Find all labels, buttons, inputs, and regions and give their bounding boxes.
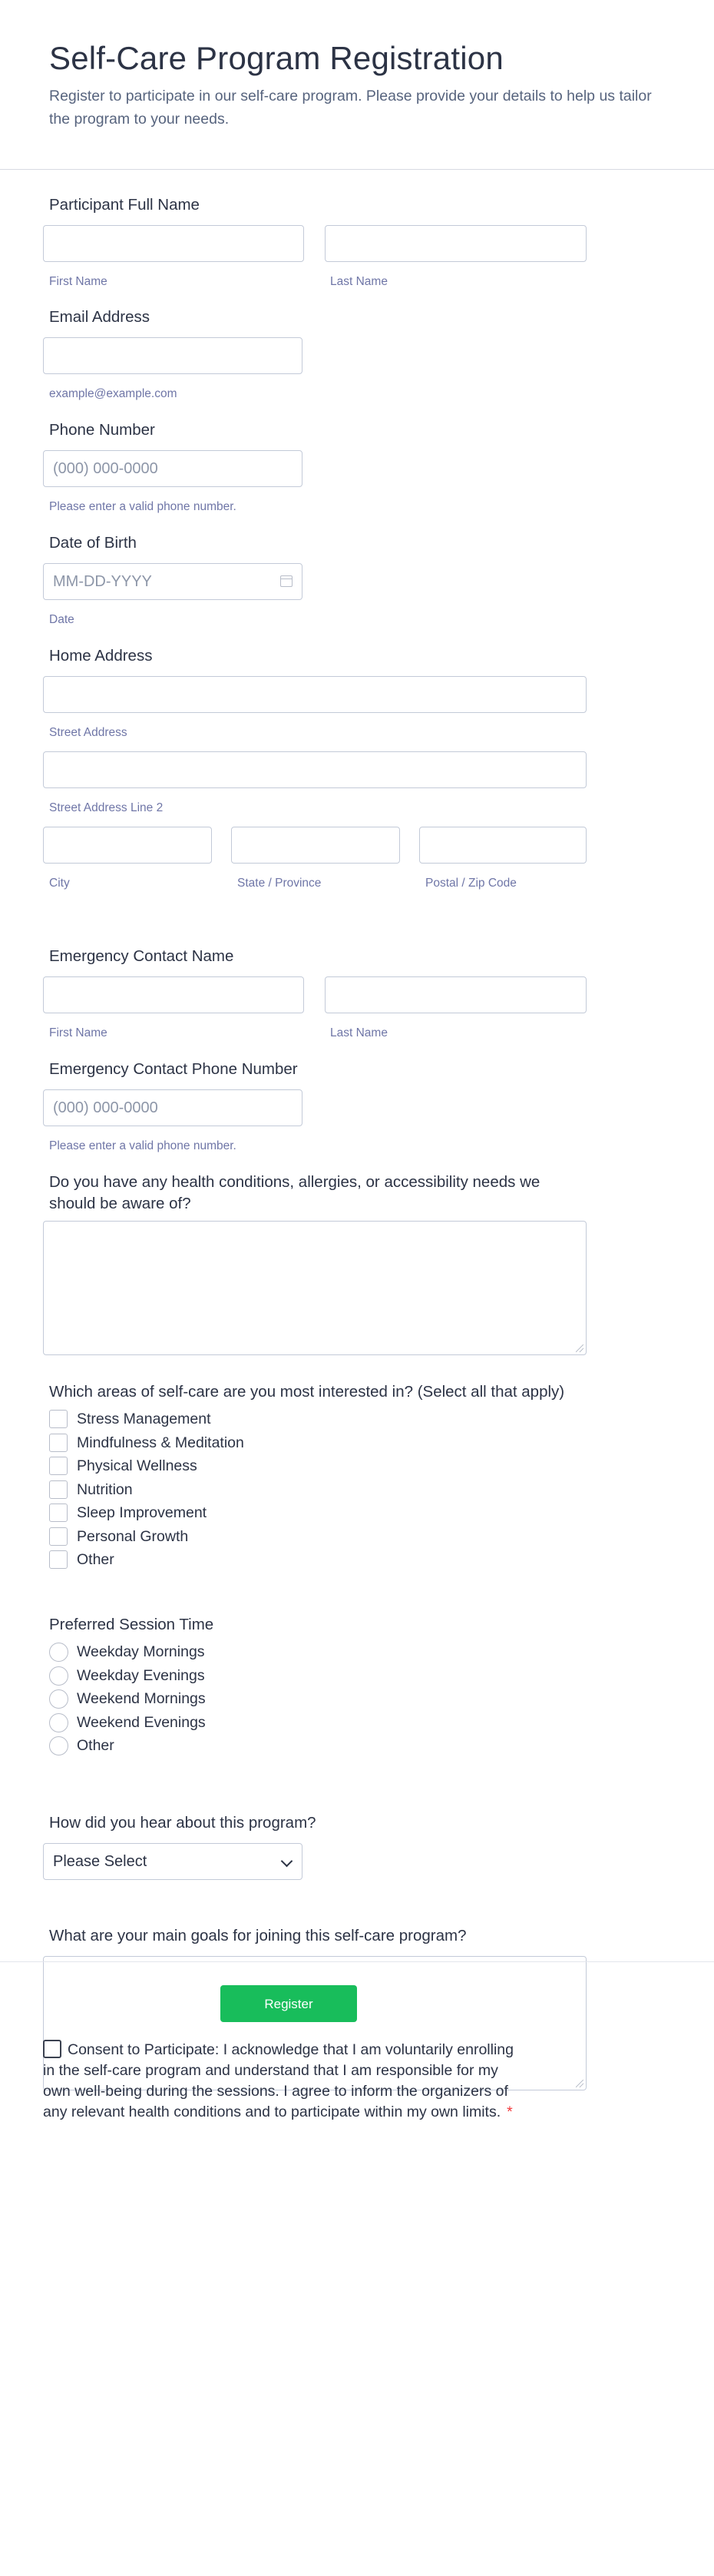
interest-checkbox[interactable] bbox=[49, 1550, 68, 1569]
emergency-first-name-input[interactable] bbox=[43, 976, 304, 1013]
referral-field bbox=[49, 1812, 673, 1889]
consent-field bbox=[43, 2040, 519, 2123]
interest-option-label: Sleep Improvement bbox=[77, 1504, 207, 1521]
session-time-radio[interactable] bbox=[49, 1736, 68, 1755]
street2-sublabel: Street Address Line 2 bbox=[49, 801, 164, 814]
email-label: Email Address bbox=[49, 308, 150, 326]
consent-text: Consent to Participate: I acknowledge that I am voluntarily enrolling in the self-care program and understand that I am responsible for my own well-being during the sessions. I agree to inform the organizers of any relevant health conditions and to participate within my own limits. bbox=[43, 2041, 514, 2120]
full-name-label: Participant Full Name bbox=[49, 196, 200, 214]
interest-option-label: Personal Growth bbox=[77, 1527, 189, 1545]
emergency-name-field bbox=[49, 946, 673, 1039]
emergency-phone-input[interactable]: (000) 000-0000 bbox=[43, 1089, 302, 1126]
dob-placeholder: MM-DD-YYYY bbox=[53, 573, 152, 590]
interests-label: Which areas of self-care are you most interested in? (Select all that apply) bbox=[49, 1383, 565, 1401]
session-time-option-label: Weekend Evenings bbox=[77, 1713, 206, 1731]
last-name-input[interactable] bbox=[325, 225, 587, 262]
interest-option-label: Nutrition bbox=[77, 1480, 133, 1498]
emergency-phone-field bbox=[49, 1059, 673, 1152]
first-name-sublabel: First Name bbox=[49, 275, 107, 288]
phone-field bbox=[49, 419, 673, 513]
interest-checkbox[interactable] bbox=[49, 1527, 68, 1546]
dob-sublabel: Date bbox=[49, 613, 74, 626]
emergency-phone-label: Emergency Contact Phone Number bbox=[49, 1060, 298, 1078]
street-sublabel: Street Address bbox=[49, 726, 127, 739]
state-input[interactable] bbox=[231, 827, 400, 864]
interest-option-label: Stress Management bbox=[77, 1411, 211, 1427]
last-name-sublabel: Last Name bbox=[330, 275, 388, 288]
resize-handle-icon[interactable] bbox=[576, 2080, 583, 2087]
session-time-radio[interactable] bbox=[49, 1666, 68, 1686]
interest-checkbox[interactable] bbox=[49, 1457, 68, 1475]
emergency-name-label: Emergency Contact Name bbox=[49, 947, 234, 965]
interest-checkbox[interactable] bbox=[49, 1480, 68, 1499]
phone-label: Phone Number bbox=[49, 421, 155, 439]
referral-selected-value: Please Select bbox=[53, 1853, 147, 1870]
goals-label: What are your main goals for joining this self-care program? bbox=[49, 1927, 467, 1944]
register-button[interactable]: Register bbox=[220, 1985, 357, 2022]
emergency-first-name-sublabel: First Name bbox=[49, 1026, 107, 1039]
city-sublabel: City bbox=[49, 877, 70, 890]
required-mark: * bbox=[507, 2104, 513, 2120]
page-title: Self-Care Program Registration bbox=[49, 40, 504, 76]
emergency-last-name-sublabel: Last Name bbox=[330, 1026, 388, 1039]
form-footer bbox=[0, 1961, 714, 2039]
session-time-radio[interactable] bbox=[49, 1643, 68, 1662]
email-field bbox=[49, 307, 673, 400]
health-label: Do you have any health conditions, allergies, or accessibility needs we should be aware of? bbox=[49, 1173, 540, 1212]
session-time-option-label: Weekend Mornings bbox=[77, 1690, 206, 1707]
interest-option-label: Mindfulness & Meditation bbox=[77, 1434, 244, 1451]
interest-checkbox[interactable] bbox=[49, 1503, 68, 1522]
interest-checkbox[interactable] bbox=[49, 1410, 68, 1428]
referral-label: How did you hear about this program? bbox=[49, 1814, 316, 1832]
address-label: Home Address bbox=[49, 647, 153, 665]
full-name-field bbox=[49, 194, 673, 288]
dob-label: Date of Birth bbox=[49, 534, 137, 552]
dob-input[interactable] bbox=[43, 563, 302, 600]
first-name-input[interactable] bbox=[43, 225, 304, 262]
session-time-field bbox=[49, 1614, 673, 1791]
page-description: Register to participate in our self-care program. Please provide your details to help us tailor the program to your needs. bbox=[49, 88, 652, 128]
session-time-option-label: Other bbox=[77, 1737, 114, 1754]
health-textarea[interactable] bbox=[43, 1221, 587, 1355]
address-field bbox=[49, 645, 673, 890]
phone-input[interactable]: (000) 000-0000 bbox=[43, 450, 302, 487]
health-field bbox=[49, 1172, 673, 1364]
emergency-last-name-input[interactable] bbox=[325, 976, 587, 1013]
zip-input[interactable] bbox=[419, 827, 587, 864]
chevron-down-icon bbox=[281, 1855, 293, 1868]
street-input[interactable] bbox=[43, 676, 587, 713]
email-input[interactable] bbox=[43, 337, 302, 374]
session-time-label: Preferred Session Time bbox=[49, 1616, 214, 1633]
street2-input[interactable] bbox=[43, 751, 587, 788]
interest-option-label: Other bbox=[77, 1551, 114, 1568]
interests-field bbox=[49, 1381, 673, 1596]
session-time-radio[interactable] bbox=[49, 1713, 68, 1732]
email-sublabel: example@example.com bbox=[49, 387, 177, 400]
resize-handle-icon[interactable] bbox=[576, 1344, 583, 1352]
city-input[interactable] bbox=[43, 827, 212, 864]
interest-option-label: Physical Wellness bbox=[77, 1457, 197, 1474]
calendar-icon[interactable] bbox=[280, 575, 293, 587]
form-header bbox=[0, 0, 714, 170]
session-time-option-label: Weekday Evenings bbox=[77, 1666, 205, 1684]
consent-checkbox[interactable] bbox=[43, 2040, 61, 2058]
emergency-phone-sublabel: Please enter a valid phone number. bbox=[49, 1139, 236, 1152]
referral-select[interactable] bbox=[43, 1843, 302, 1880]
session-time-radio[interactable] bbox=[49, 1689, 68, 1709]
dob-field bbox=[49, 532, 673, 626]
session-time-option-label: Weekday Mornings bbox=[77, 1643, 205, 1660]
interest-checkbox[interactable] bbox=[49, 1434, 68, 1452]
state-sublabel: State / Province bbox=[237, 877, 322, 890]
phone-sublabel: Please enter a valid phone number. bbox=[49, 500, 236, 513]
zip-sublabel: Postal / Zip Code bbox=[425, 877, 517, 890]
